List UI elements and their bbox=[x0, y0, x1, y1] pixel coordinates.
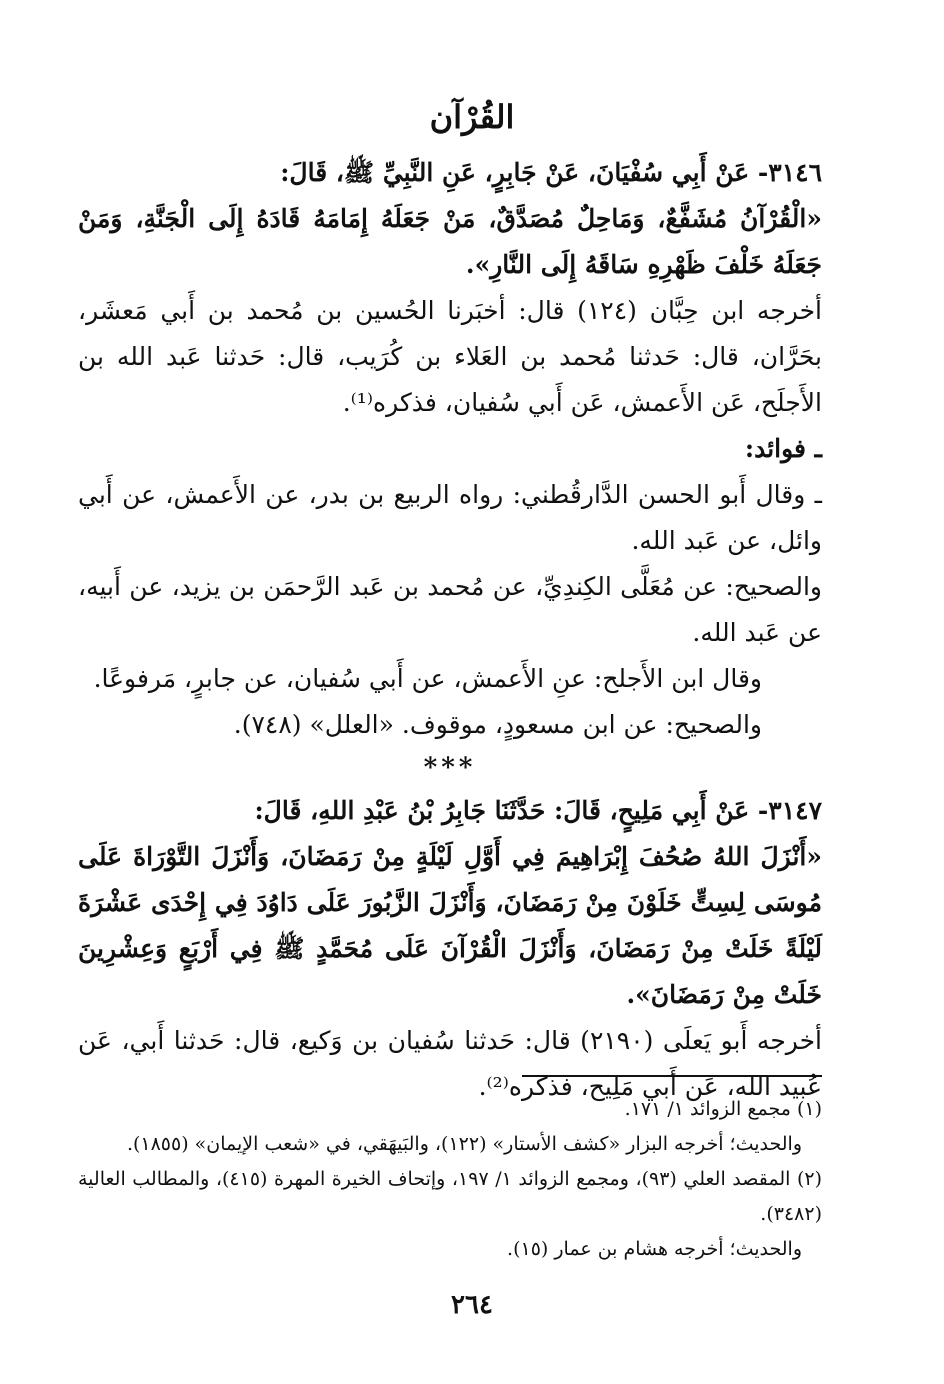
footnotes bbox=[78, 1092, 822, 1267]
footnote-divider bbox=[522, 1075, 822, 1077]
hadith-3147-header: ٣١٤٧- عَنْ أَبِي مَلِيحٍ، قَالَ: حَدَّثَنَا جَابِرُ بْنُ عَبْدِ اللهِ، قَالَ: bbox=[254, 796, 822, 825]
main-text bbox=[78, 150, 822, 1110]
hadith-3146-text: «الْقُرْآنُ مُشَفَّعٌ، وَمَاحِلٌ مُصَدَّقٌ، مَنْ جَعَلَهُ إِمَامَهُ قَادَهُ إِلَى الْجَنَّةِ، وَمَنْ جَعَلَهُ خَلْفَ ظَهْرِهِ سَاقَهُ إِلَى النَّارِ». bbox=[78, 204, 822, 279]
page-title: القُرْآن bbox=[429, 98, 515, 136]
fawaid-paragraph-2: والصحيح: عن مُعَلَّى الكِندِيِّ، عن مُحمد بن عَبد الرَّحمَن بن يزيد، عن أَبيه، عن عَبد الله. bbox=[78, 572, 822, 647]
section-separator: *** bbox=[423, 753, 477, 783]
footnote-1-continued: والحديث؛ أخرجه البزار «كشف الأستار» (١٢٢)، والبَيهَقي، في «شعب الإيمان» (١٨٥٥). bbox=[126, 1133, 802, 1155]
hadith-3146-header: ٣١٤٦- عَنْ أَبِي سُفْيَانَ، عَنْ جَابِرٍ، عَنِ النَّبِيِّ ﷺ، قَالَ: bbox=[280, 158, 822, 187]
page-number: ٢٦٤ bbox=[451, 1290, 493, 1320]
fawaid-paragraph-3: وقال ابن الأَجلح: عنِ الأَعمش، عن أَبي سُفيان، عن جابرٍ، مَرفوعًا. bbox=[93, 664, 762, 693]
takhrij-3147: أخرجه أَبو يَعلَى (٢١٩٠) قال: حَدثنا سُفيان بن وَكيع، قال: حَدثنا أَبي، عَن عُبيد الله، عَن أَبي مَلِيح، فذكره⁽²⁾. bbox=[78, 1026, 822, 1101]
fawaid-paragraph-1: ـ وقال أَبو الحسن الدَّارقُطني: رواه الربيع بن بدر، عن الأَعمش، عن أَبي وائل، عن عَبد الله. bbox=[78, 480, 822, 555]
hadith-3147-text: «أَنْزَلَ اللهُ صُحُفَ إِبْرَاهِيمَ فِي أَوَّلِ لَيْلَةٍ مِنْ رَمَضَانَ، وَأَنْزَلَ التَّوْرَاةَ عَلَى مُوسَى لِسِتٍّ خَلَوْنَ مِنْ رَمَضَانَ، وَأَنْزَلَ الزَّبُورَ عَلَى دَاوُدَ فِي إِحْدَى عَشْرَةَ لَيْلَةً خَلَتْ مِنْ رَمَضَانَ، وَأَنْزَلَ الْقُرْآنَ عَلَى مُحَمَّدٍ ﷺ فِي أَرْبَعٍ وَعِشْرِينَ خَلَتْ مِنْ رَمَضَانَ». bbox=[78, 842, 822, 1009]
takhrij-3146: أخرجه ابن حِبَّان (١٢٤) قال: أخبَرنا الحُسين بن مُحمد بن أَبي مَعشَر، بحَرَّان، قال: حَدثنا مُحمد بن العَلاء بن كُرَيب، قال: حَدثنا عَبد الله بن الأَجلَح، عَن الأَعمش، عَن أَبي سُفيان، فذكره⁽¹⁾. bbox=[78, 296, 822, 417]
footnote-2-continued: والحديث؛ أخرجه هشام بن عمار (١٥). bbox=[507, 1238, 802, 1260]
footnote-1: (١) مجمع الزوائد ١/ ١٧١. bbox=[624, 1098, 822, 1120]
fawaid-heading: ـ فوائد: bbox=[744, 434, 822, 463]
fawaid-paragraph-4: والصحيح: عن ابن مسعودٍ، موقوف. «العلل» (٧٤٨). bbox=[233, 710, 762, 739]
footnote-2: (٢) المقصد العلي (٩٣)، ومجمع الزوائد ١/ ١٩٧، وإتحاف الخيرة المهرة (٤١٥)، والمطالب العالية (٣٤٨٢). bbox=[78, 1168, 822, 1225]
